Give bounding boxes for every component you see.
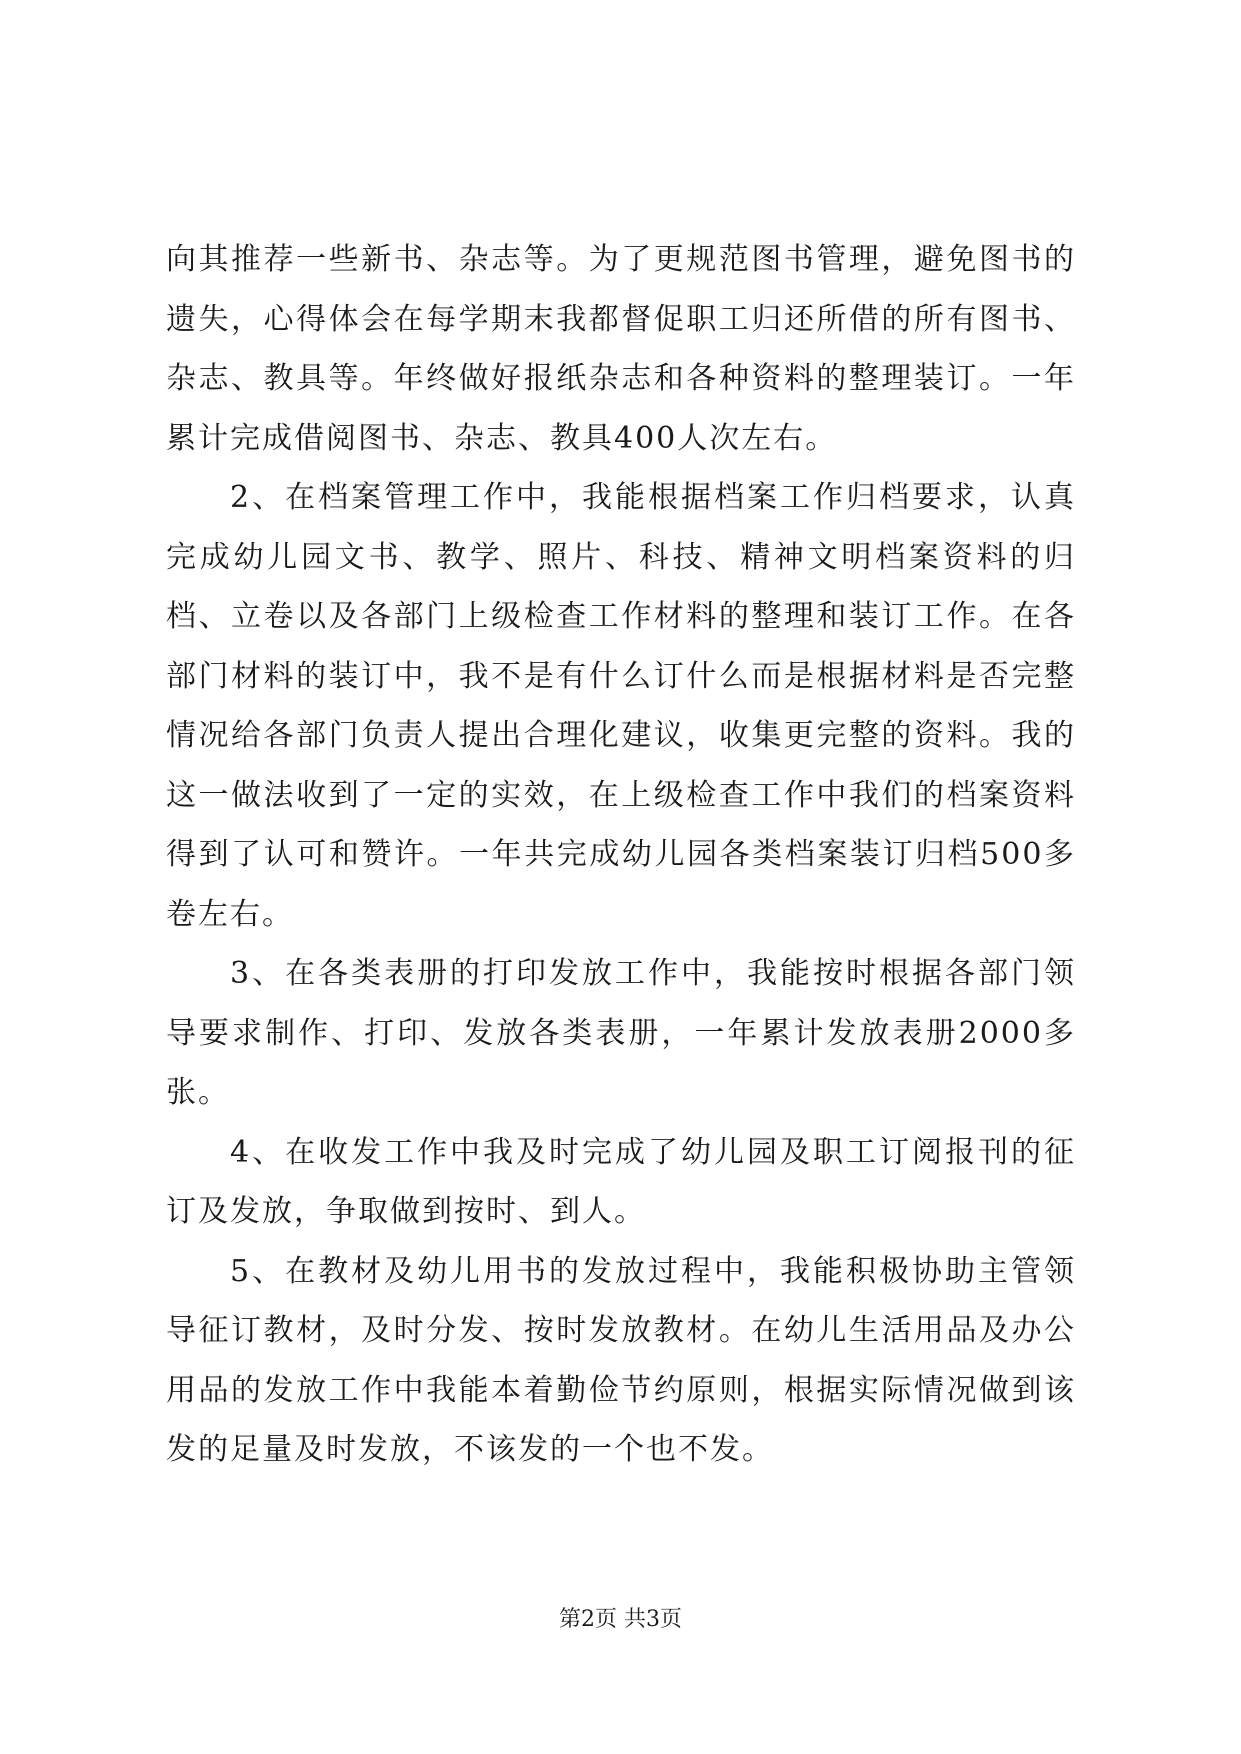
paragraph-forms-printing: 3、在各类表册的打印发放工作中，我能按时根据各部门领导要求制作、打印、发放各类表册，一年累计发放表册2000多张。 bbox=[166, 956, 1076, 1110]
paragraph-textbook-distribution: 5、在教材及幼儿用书的发放过程中，我能积极协助主管领导征订教材，及时分发、按时发放教材。在幼儿生活用品及办公用品的发放工作中我能本着勤俭节约原则，根据实际情况做到该发的足量及时发放，不该发的一个也不发。 bbox=[166, 1253, 1076, 1467]
document-body bbox=[166, 230, 1076, 1480]
paragraph-continuation: 向其推荐一些新书、杂志等。为了更规范图书管理，避免图书的遗失，心得体会在每学期末我都督促职工归还所借的所有图书、杂志、教具等。年终做好报纸杂志和各种资料的整理装订。一年累计完成借阅图书、杂志、教具400人次左右。 bbox=[166, 242, 1076, 456]
paragraph-mail-distribution: 4、在收发工作中我及时完成了幼儿园及职工订阅报刊的征订及发放，争取做到按时、到人。 bbox=[166, 1134, 1076, 1229]
paragraph-archive-management: 2、在档案管理工作中，我能根据档案工作归档要求，认真完成幼儿园文书、教学、照片、科技、精神文明档案资料的归档、立卷以及各部门上级检查工作材料的整理和装订工作。在各部门材料的装订中，我不是有什么订什么而是根据材料是否完整情况给各部门负责人提出合理化建议，收集更完整的资料。我的这一做法收到了一定的实效，在上级检查工作中我们的档案资料得到了认可和赞许。一年共完成幼儿园各类档案装订归档500多卷左右。 bbox=[166, 480, 1076, 932]
page-footer: 第2页 共3页 bbox=[559, 1607, 682, 1632]
